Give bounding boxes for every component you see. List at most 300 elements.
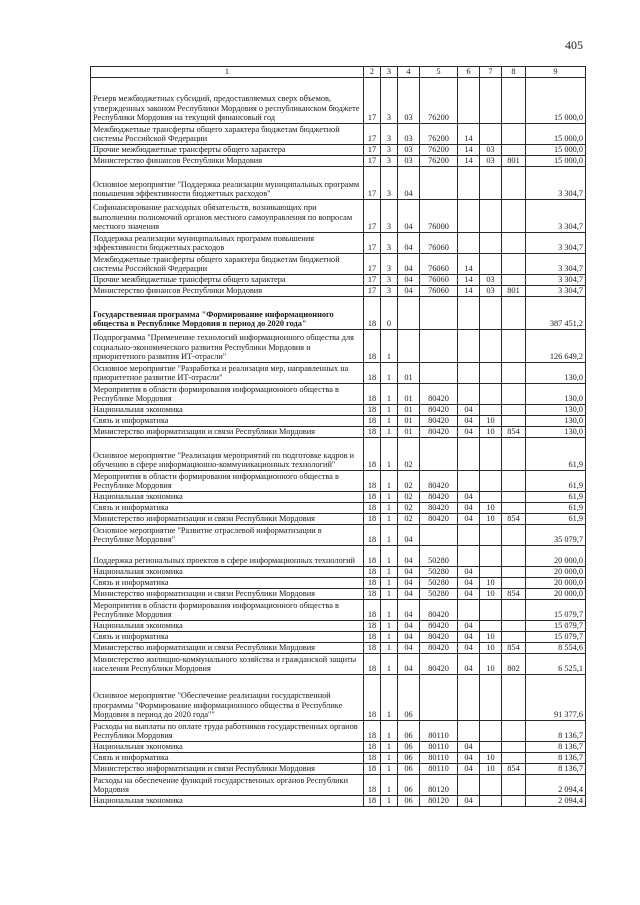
code-direction: [420, 525, 458, 546]
code-ministry: 802: [502, 654, 526, 675]
code-division: 14: [458, 254, 480, 275]
row-name: Государственная программа "Формирование информационного общества в Республике Мордовия в период до 2020 года": [91, 297, 364, 330]
code-subprogram: 1: [381, 721, 398, 742]
row-name: Министерство информатизации и связи Республики Мордовия: [91, 427, 364, 438]
code-direction: 80420: [420, 643, 458, 654]
code-section: 18: [364, 330, 381, 363]
code-subprogram: 1: [381, 753, 398, 764]
row-name: Мероприятия в области формирования информационного общества в Республике Мордовия: [91, 384, 364, 405]
code-direction: 80110: [420, 742, 458, 753]
code-division: 04: [458, 796, 480, 807]
code-measure: 03: [398, 124, 420, 145]
code-subdivision: 10: [480, 753, 502, 764]
code-subdivision: [480, 796, 502, 807]
code-division: 04: [458, 503, 480, 514]
code-measure: [398, 297, 420, 330]
code-subdivision: [480, 363, 502, 384]
code-direction: [420, 675, 458, 721]
row-amount: 91 377,6: [526, 675, 586, 721]
row-amount: 15 000,0: [526, 78, 586, 124]
code-subdivision: [480, 254, 502, 275]
code-subprogram: 1: [381, 363, 398, 384]
code-direction: 80110: [420, 721, 458, 742]
code-section: 18: [364, 621, 381, 632]
code-subdivision: [480, 721, 502, 742]
code-section: 17: [364, 156, 381, 167]
code-direction: 76200: [420, 124, 458, 145]
code-subprogram: 1: [381, 764, 398, 775]
row-amount: 3 304,7: [526, 167, 586, 200]
row-name: Межбюджетные трансферты общего характера бюджетам бюджетной системы Российской Федерации: [91, 254, 364, 275]
row-name: Связь и информатика: [91, 753, 364, 764]
code-section: 18: [364, 438, 381, 471]
code-subdivision: 10: [480, 514, 502, 525]
code-ministry: [502, 578, 526, 589]
code-measure: 06: [398, 764, 420, 775]
budget-table: [90, 66, 586, 807]
code-ministry: [502, 600, 526, 621]
code-direction: 76060: [420, 286, 458, 297]
table-row: [91, 254, 586, 275]
code-ministry: [502, 796, 526, 807]
row-amount: 2 094,4: [526, 775, 586, 796]
code-division: 04: [458, 643, 480, 654]
code-division: [458, 363, 480, 384]
code-measure: 04: [398, 546, 420, 567]
code-direction: 50280: [420, 567, 458, 578]
row-amount: 61,9: [526, 471, 586, 492]
code-subprogram: 3: [381, 233, 398, 254]
row-amount: 3 304,7: [526, 233, 586, 254]
code-measure: 03: [398, 156, 420, 167]
code-measure: 04: [398, 600, 420, 621]
row-name: Связь и информатика: [91, 416, 364, 427]
code-direction: 80420: [420, 416, 458, 427]
code-measure: 01: [398, 427, 420, 438]
code-direction: 50280: [420, 546, 458, 567]
code-subdivision: 10: [480, 654, 502, 675]
code-subprogram: 3: [381, 156, 398, 167]
table-row: [91, 525, 586, 546]
code-subdivision: [480, 330, 502, 363]
code-section: 18: [364, 503, 381, 514]
code-subprogram: 1: [381, 654, 398, 675]
code-section: 18: [364, 589, 381, 600]
code-direction: 80420: [420, 427, 458, 438]
code-direction: 80120: [420, 775, 458, 796]
code-subprogram: 3: [381, 167, 398, 200]
code-division: 04: [458, 578, 480, 589]
code-ministry: [502, 742, 526, 753]
code-ministry: [502, 753, 526, 764]
code-subdivision: [480, 775, 502, 796]
code-section: 18: [364, 567, 381, 578]
row-name: Национальная экономика: [91, 492, 364, 503]
code-ministry: [502, 254, 526, 275]
code-measure: 01: [398, 416, 420, 427]
code-section: 18: [364, 546, 381, 567]
code-direction: [420, 167, 458, 200]
code-section: 18: [364, 654, 381, 675]
header-cell-7: 7: [480, 67, 502, 78]
code-direction: 50280: [420, 589, 458, 600]
row-name: Поддержка реализации муниципальных программ повышения эффективности бюджетных расходов: [91, 233, 364, 254]
table-row: [91, 514, 586, 525]
code-subdivision: 10: [480, 427, 502, 438]
code-direction: 80420: [420, 503, 458, 514]
code-division: [458, 438, 480, 471]
code-section: 18: [364, 742, 381, 753]
code-subdivision: [480, 567, 502, 578]
code-subprogram: 1: [381, 416, 398, 427]
table-row: [91, 384, 586, 405]
row-name: Национальная экономика: [91, 405, 364, 416]
code-division: 04: [458, 621, 480, 632]
row-amount: 130,0: [526, 363, 586, 384]
code-direction: [420, 330, 458, 363]
code-ministry: 854: [502, 514, 526, 525]
row-name: Расходы на обеспечение функций государственных органов Республики Мордовия: [91, 775, 364, 796]
code-direction: 76060: [420, 254, 458, 275]
code-division: 14: [458, 156, 480, 167]
code-section: 17: [364, 200, 381, 233]
row-amount: 20 000,0: [526, 567, 586, 578]
code-subdivision: 03: [480, 145, 502, 156]
code-subdivision: [480, 233, 502, 254]
row-amount: 130,0: [526, 416, 586, 427]
row-amount: 3 304,7: [526, 286, 586, 297]
row-amount: 6 525,1: [526, 654, 586, 675]
table-row: [91, 600, 586, 621]
code-measure: 02: [398, 438, 420, 471]
table-row: [91, 796, 586, 807]
code-subdivision: 10: [480, 764, 502, 775]
code-ministry: 854: [502, 643, 526, 654]
code-measure: 04: [398, 200, 420, 233]
code-section: 18: [364, 675, 381, 721]
code-subdivision: [480, 200, 502, 233]
table-row: [91, 405, 586, 416]
code-direction: 80420: [420, 492, 458, 503]
code-division: [458, 384, 480, 405]
code-subprogram: 3: [381, 286, 398, 297]
code-section: 17: [364, 78, 381, 124]
code-section: 18: [364, 764, 381, 775]
header-cell-5: 5: [420, 67, 458, 78]
table-row: [91, 124, 586, 145]
code-subdivision: [480, 492, 502, 503]
row-amount: 61,9: [526, 438, 586, 471]
code-ministry: [502, 675, 526, 721]
row-amount: 8 136,7: [526, 764, 586, 775]
row-name: Национальная экономика: [91, 567, 364, 578]
header-cell-amount: 9: [526, 67, 586, 78]
table-row: [91, 416, 586, 427]
table-row: [91, 764, 586, 775]
code-subprogram: 1: [381, 503, 398, 514]
code-subdivision: [480, 525, 502, 546]
table-row: [91, 621, 586, 632]
row-amount: 8 136,7: [526, 721, 586, 742]
code-direction: 50280: [420, 578, 458, 589]
row-amount: 130,0: [526, 405, 586, 416]
code-ministry: 801: [502, 156, 526, 167]
table-row: [91, 275, 586, 286]
code-subdivision: [480, 621, 502, 632]
code-subdivision: [480, 471, 502, 492]
table-row: [91, 567, 586, 578]
code-division: 14: [458, 145, 480, 156]
row-amount: 8 554,6: [526, 643, 586, 654]
code-section: 18: [364, 578, 381, 589]
code-division: [458, 546, 480, 567]
code-subdivision: [480, 600, 502, 621]
table-row: [91, 589, 586, 600]
code-division: [458, 721, 480, 742]
table-row: [91, 721, 586, 742]
code-section: 17: [364, 124, 381, 145]
code-measure: 02: [398, 503, 420, 514]
code-direction: [420, 363, 458, 384]
code-direction: 80120: [420, 796, 458, 807]
row-amount: 8 136,7: [526, 753, 586, 764]
code-division: 04: [458, 427, 480, 438]
table-row: [91, 330, 586, 363]
code-section: 17: [364, 233, 381, 254]
row-name: Основное мероприятие "Разработка и реализация мер, направленных на приоритетное развитие ИТ-отрасли": [91, 363, 364, 384]
row-amount: 15 079,7: [526, 621, 586, 632]
code-division: 04: [458, 514, 480, 525]
table-row: [91, 775, 586, 796]
code-subdivision: 10: [480, 416, 502, 427]
code-ministry: [502, 330, 526, 363]
row-name: Министерство жилищно-коммунального хозяйства и гражданской защиты населения Республики Мордовия: [91, 654, 364, 675]
header-cell-3: 3: [381, 67, 398, 78]
row-amount: 35 079,7: [526, 525, 586, 546]
code-division: 04: [458, 742, 480, 753]
header-cell-8: 8: [502, 67, 526, 78]
code-direction: 76200: [420, 156, 458, 167]
code-subprogram: 1: [381, 589, 398, 600]
code-division: 04: [458, 589, 480, 600]
code-direction: [420, 297, 458, 330]
code-subprogram: 1: [381, 330, 398, 363]
code-subprogram: 3: [381, 254, 398, 275]
code-division: [458, 200, 480, 233]
code-measure: 02: [398, 514, 420, 525]
row-name: Связь и информатика: [91, 632, 364, 643]
code-section: 18: [364, 492, 381, 503]
code-division: 14: [458, 275, 480, 286]
code-subdivision: [480, 297, 502, 330]
row-amount: 8 136,7: [526, 742, 586, 753]
row-name: Министерство информатизации и связи Республики Мордовия: [91, 589, 364, 600]
table-row: [91, 167, 586, 200]
code-measure: 04: [398, 254, 420, 275]
code-ministry: 854: [502, 764, 526, 775]
row-name: Национальная экономика: [91, 796, 364, 807]
row-amount: 20 000,0: [526, 578, 586, 589]
row-name: Основное мероприятие "Развитие отраслевой информатизации в Республике Мордовия": [91, 525, 364, 546]
code-measure: 06: [398, 721, 420, 742]
code-subdivision: [480, 438, 502, 471]
code-section: 18: [364, 363, 381, 384]
code-section: 18: [364, 471, 381, 492]
table-row: [91, 742, 586, 753]
code-measure: 03: [398, 145, 420, 156]
code-ministry: [502, 167, 526, 200]
table-row: [91, 546, 586, 567]
row-name: Министерство финансов Республики Мордовия: [91, 286, 364, 297]
code-division: 04: [458, 416, 480, 427]
code-subprogram: 1: [381, 600, 398, 621]
code-ministry: [502, 297, 526, 330]
row-amount: 126 649,2: [526, 330, 586, 363]
table-row: [91, 78, 586, 124]
table-row: [91, 297, 586, 330]
code-subprogram: 3: [381, 78, 398, 124]
row-amount: 15 000,0: [526, 156, 586, 167]
row-amount: 387 451,2: [526, 297, 586, 330]
row-name: Поддержка региональных проектов в сфере информационных технологий: [91, 546, 364, 567]
row-amount: 61,9: [526, 514, 586, 525]
code-direction: 76200: [420, 78, 458, 124]
code-subdivision: 10: [480, 589, 502, 600]
row-name: Министерство информатизации и связи Республики Мордовия: [91, 514, 364, 525]
code-measure: 04: [398, 167, 420, 200]
code-ministry: [502, 567, 526, 578]
code-section: 17: [364, 254, 381, 275]
row-name: Подпрограмма "Применение технологий информационного общества для социально-экономического развития Республики Мордовия и приоритетного развития ИТ-отрасли": [91, 330, 364, 363]
code-measure: 04: [398, 233, 420, 254]
code-division: [458, 330, 480, 363]
code-direction: 80420: [420, 621, 458, 632]
code-ministry: [502, 775, 526, 796]
row-name: Основное мероприятие "Поддержка реализации муниципальных программ повышения эффективности бюджетных расходов": [91, 167, 364, 200]
code-section: 18: [364, 297, 381, 330]
row-amount: 2 094,4: [526, 796, 586, 807]
table-row: [91, 492, 586, 503]
code-measure: 04: [398, 621, 420, 632]
code-subprogram: 3: [381, 200, 398, 233]
code-section: 18: [364, 525, 381, 546]
code-measure: 02: [398, 492, 420, 503]
row-amount: 130,0: [526, 384, 586, 405]
code-section: 18: [364, 427, 381, 438]
code-direction: [420, 438, 458, 471]
code-measure: 03: [398, 78, 420, 124]
code-subdivision: 10: [480, 643, 502, 654]
row-name: Прочие межбюджетные трансферты общего характера: [91, 145, 364, 156]
code-subdivision: 03: [480, 275, 502, 286]
code-subprogram: 1: [381, 775, 398, 796]
row-amount: 61,9: [526, 492, 586, 503]
code-subdivision: [480, 546, 502, 567]
code-section: 18: [364, 600, 381, 621]
header-cell-6: 6: [458, 67, 480, 78]
code-section: 17: [364, 167, 381, 200]
code-subprogram: 1: [381, 525, 398, 546]
row-name: Софинансирование расходных обязательств, возникающих при выполнении полномочий органов местного самоуправления по вопросам местного значения: [91, 200, 364, 233]
code-subprogram: 0: [381, 297, 398, 330]
table-row: [91, 643, 586, 654]
code-measure: 06: [398, 675, 420, 721]
code-division: 14: [458, 124, 480, 145]
table-row: [91, 156, 586, 167]
row-name: Межбюджетные трансферты общего характера бюджетам бюджетной системы Российской Федерации: [91, 124, 364, 145]
code-ministry: 854: [502, 427, 526, 438]
code-subprogram: 1: [381, 578, 398, 589]
table-header-row: [91, 67, 586, 78]
code-direction: 80110: [420, 753, 458, 764]
row-name: Связь и информатика: [91, 578, 364, 589]
code-subdivision: 10: [480, 578, 502, 589]
code-subprogram: 1: [381, 675, 398, 721]
code-division: [458, 78, 480, 124]
code-ministry: [502, 145, 526, 156]
row-amount: 3 304,7: [526, 275, 586, 286]
code-ministry: [502, 124, 526, 145]
code-subprogram: 1: [381, 438, 398, 471]
code-ministry: [502, 492, 526, 503]
code-section: 18: [364, 643, 381, 654]
code-ministry: [502, 621, 526, 632]
code-ministry: [502, 416, 526, 427]
code-ministry: [502, 78, 526, 124]
code-division: 04: [458, 567, 480, 578]
table-row: [91, 654, 586, 675]
code-subprogram: 1: [381, 427, 398, 438]
code-subdivision: 03: [480, 156, 502, 167]
code-division: 04: [458, 764, 480, 775]
row-amount: 61,9: [526, 503, 586, 514]
code-direction: 76060: [420, 233, 458, 254]
code-section: 18: [364, 796, 381, 807]
code-section: 17: [364, 286, 381, 297]
code-subprogram: 1: [381, 514, 398, 525]
code-measure: 04: [398, 589, 420, 600]
row-name: Мероприятия в области формирования информационного общества в Республике Мордовия: [91, 471, 364, 492]
code-subprogram: 1: [381, 621, 398, 632]
code-measure: 01: [398, 384, 420, 405]
code-division: [458, 167, 480, 200]
code-ministry: 854: [502, 589, 526, 600]
code-measure: 04: [398, 643, 420, 654]
code-subdivision: [480, 742, 502, 753]
code-measure: 04: [398, 578, 420, 589]
code-direction: 76060: [420, 275, 458, 286]
row-name: Связь и информатика: [91, 503, 364, 514]
code-ministry: [502, 363, 526, 384]
row-amount: 3 304,7: [526, 254, 586, 275]
code-direction: 76200: [420, 145, 458, 156]
row-name: Основное мероприятие "Реализация мероприятий по подготовке кадров и обучению в сфере информационно-коммуникационных технологий": [91, 438, 364, 471]
row-name: Министерство информатизации и связи Республики Мордовия: [91, 764, 364, 775]
code-ministry: [502, 632, 526, 643]
code-measure: [398, 330, 420, 363]
code-subdivision: [480, 384, 502, 405]
row-name: Расходы на выплаты по оплате труда работников государственных органов Республики Мордовия: [91, 721, 364, 742]
table-row: [91, 632, 586, 643]
code-ministry: [502, 525, 526, 546]
row-amount: 15 079,7: [526, 600, 586, 621]
table-row: [91, 753, 586, 764]
code-ministry: [502, 546, 526, 567]
code-ministry: [502, 233, 526, 254]
code-measure: 04: [398, 632, 420, 643]
code-section: 17: [364, 145, 381, 156]
code-section: 18: [364, 721, 381, 742]
